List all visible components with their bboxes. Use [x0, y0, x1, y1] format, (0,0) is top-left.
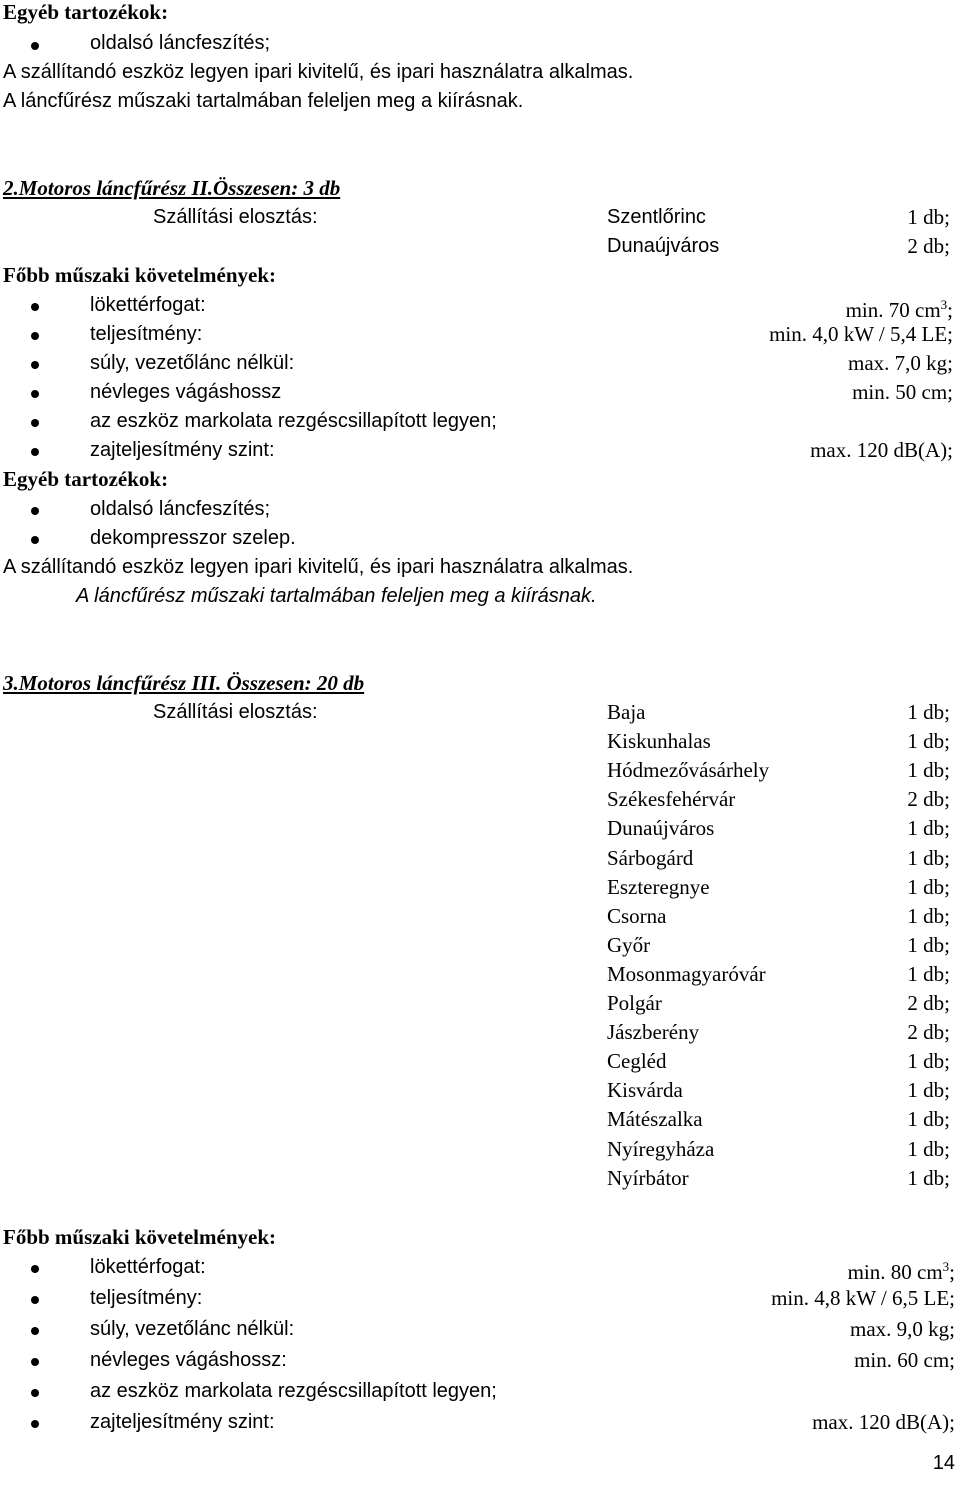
section-2-requirements-heading: Főbb műszaki követelmények: — [3, 263, 276, 287]
section-3-req-value: max. 9,0 kg; — [850, 1317, 955, 1341]
bullet-icon — [31, 390, 39, 398]
section-3-qty: 1 db; — [907, 1078, 950, 1102]
section-2-statement-line: A szállítandó eszköz legyen ipari kivitelű, és ipari használatra alkalmas. — [3, 556, 634, 578]
section-3-qty: 2 db; — [907, 991, 950, 1015]
section-2-accessory-item: dekompresszor szelep. — [90, 527, 296, 549]
section-3-qty: 1 db; — [907, 1166, 950, 1190]
section-3-place: Hódmezővásárhely — [607, 758, 770, 782]
section-3-place: Csorna — [607, 904, 667, 928]
section-3-place: Kisvárda — [607, 1078, 683, 1102]
section-3-place: Jászberény — [607, 1020, 700, 1044]
section-3-qty: 1 db; — [907, 962, 950, 986]
section-3-req-label: teljesítmény: — [90, 1287, 203, 1309]
section-3-req-label: zajteljesítmény szint: — [90, 1411, 275, 1433]
section-3-qty: 1 db; — [907, 758, 950, 782]
bullet-icon — [31, 1296, 39, 1304]
section-3-qty: 1 db; — [907, 1107, 950, 1131]
section-2-accessories-heading: Egyéb tartozékok: — [3, 467, 169, 491]
section-2-accessory-item: oldalsó láncfeszítés; — [90, 498, 271, 520]
section-2-place: Dunaújváros — [607, 235, 720, 257]
section-3-place: Mátészalka — [607, 1107, 703, 1131]
section-3-qty: 2 db; — [907, 787, 950, 811]
bullet-icon — [31, 332, 39, 340]
section-3-place: Baja — [607, 700, 646, 724]
bullet-icon — [31, 42, 39, 50]
section-3-req-value: max. 120 dB(A); — [812, 1410, 955, 1434]
section-2-req-label: teljesítmény: — [90, 323, 203, 345]
section-3-requirements-heading: Főbb műszaki követelmények: — [3, 1225, 276, 1249]
section-3-place: Mosonmagyaróvár — [607, 962, 766, 986]
section-3-qty: 1 db; — [907, 904, 950, 928]
section-2-req-value: max. 120 dB(A); — [810, 438, 953, 462]
section-3-req-value: min. 4,8 kW / 6,5 LE; — [771, 1286, 955, 1310]
section-3-qty: 1 db; — [907, 700, 950, 724]
section-3-place: Cegléd — [607, 1049, 667, 1073]
section-2-req-label: zajteljesítmény szint: — [90, 439, 275, 461]
section-3-place: Nyíregyháza — [607, 1137, 715, 1161]
section-3-qty: 1 db; — [907, 846, 950, 870]
section-2-req-value: min. 4,0 kW / 5,4 LE; — [769, 322, 953, 346]
section-3-place: Polgár — [607, 991, 662, 1015]
top-statement-line-2: A láncfűrész műszaki tartalmában feleljen meg a kiírásnak. — [3, 90, 524, 112]
bullet-icon — [31, 1327, 39, 1335]
section-3-qty: 1 db; — [907, 1049, 950, 1073]
section-3-qty: 1 db; — [907, 875, 950, 899]
section-3-place: Nyírbátor — [607, 1166, 689, 1190]
section-2-req-label: lökettérfogat: — [90, 294, 206, 316]
section-3-place: Győr — [607, 933, 651, 957]
section-3-qty: 1 db; — [907, 933, 950, 957]
section-2-title: 2.Motoros láncfűrész II.Összesen: 3 db — [3, 176, 341, 200]
section-2-place: Szentlőrinc — [607, 206, 706, 228]
section-2-qty: 2 db; — [907, 234, 950, 258]
bullet-icon — [31, 1358, 39, 1366]
section-3-place: Sárbogárd — [607, 846, 694, 870]
section-3-place: Székesfehérvár — [607, 787, 736, 811]
section-3-qty: 2 db; — [907, 1020, 950, 1044]
section-2-req-value: max. 7,0 kg; — [848, 351, 953, 375]
bullet-icon — [31, 1389, 39, 1397]
bullet-icon — [31, 1265, 39, 1273]
section-2-qty: 1 db; — [907, 205, 950, 229]
top-accessories-heading: Egyéb tartozékok: — [3, 0, 169, 24]
bullet-icon — [31, 448, 39, 456]
section-3-req-value: min. 60 cm; — [854, 1348, 955, 1372]
top-accessory-item: oldalsó láncfeszítés; — [90, 32, 271, 54]
section-3-qty: 1 db; — [907, 816, 950, 840]
section-3-place: Eszteregnye — [607, 875, 710, 899]
bullet-icon — [31, 1420, 39, 1428]
section-3-title: 3.Motoros láncfűrész III. Összesen: 20 db — [3, 671, 365, 695]
bullet-icon — [31, 303, 39, 311]
section-3-place: Dunaújváros — [607, 816, 715, 840]
bullet-icon — [31, 507, 39, 515]
page-number: 14 — [932, 1452, 955, 1474]
section-2-req-label: súly, vezetőlánc nélkül: — [90, 352, 295, 374]
section-3-distribution-label: Szállítási elosztás: — [153, 701, 318, 723]
section-2-req-value: min. 70 $cm^3$; — [845, 297, 953, 322]
section-3-req-value: min. 80 $cm^3$; — [847, 1259, 955, 1284]
section-2-req-value: min. 50 cm; — [852, 380, 953, 404]
bullet-icon — [31, 419, 39, 427]
section-3-qty: 1 db; — [907, 1137, 950, 1161]
bullet-icon — [31, 361, 39, 369]
section-3-qty: 1 db; — [907, 729, 950, 753]
section-2-req-label: névleges vágáshossz — [90, 381, 282, 403]
bullet-icon — [31, 536, 39, 544]
section-2-distribution-label: Szállítási elosztás: — [153, 206, 318, 228]
section-3-req-label: lökettérfogat: — [90, 1256, 206, 1278]
top-statement-line: A szállítandó eszköz legyen ipari kivitelű, és ipari használatra alkalmas. — [3, 61, 634, 83]
section-2-statement-line-2: A láncfűrész műszaki tartalmában feleljen meg a kiírásnak. — [76, 585, 597, 607]
section-3-place: Kiskunhalas — [607, 729, 711, 753]
section-3-req-label: súly, vezetőlánc nélkül: — [90, 1318, 295, 1340]
section-3-req-label: az eszköz markolata rezgéscsillapított legyen; — [90, 1380, 497, 1402]
section-3-req-label: névleges vágáshossz: — [90, 1349, 287, 1371]
section-2-req-label: az eszköz markolata rezgéscsillapított legyen; — [90, 410, 497, 432]
